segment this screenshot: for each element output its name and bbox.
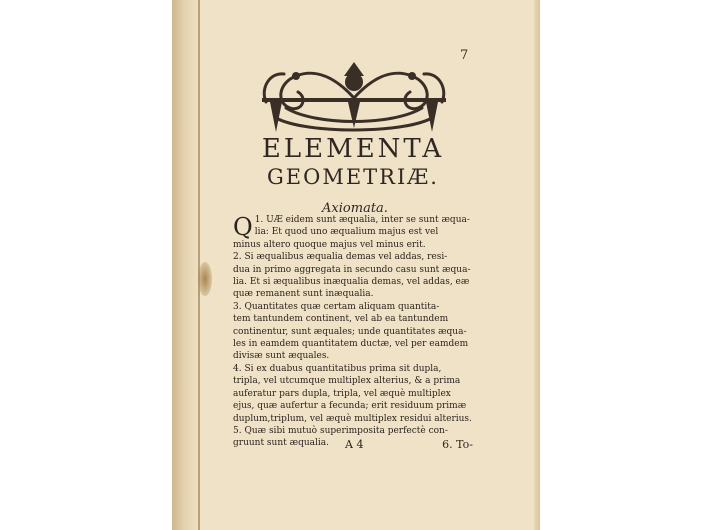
title-line-2: GEOMETRIÆ. bbox=[267, 165, 439, 189]
text-line: 2. Si æqualibus æqualia demas vel addas, resi- bbox=[233, 252, 448, 263]
headpiece-ornament bbox=[256, 58, 452, 140]
text-line: tem tantundem continent, vel ab ea tantundem bbox=[233, 314, 449, 325]
axiom-1 bbox=[233, 214, 473, 251]
catchword: 6. To- bbox=[442, 438, 473, 451]
axioms-text bbox=[233, 214, 473, 450]
foxing-stain bbox=[198, 262, 212, 296]
signature-mark: A 4 bbox=[345, 438, 364, 451]
page-edge bbox=[534, 0, 540, 530]
text-line: 4. Si ex duabus quantitatibus prima sit dupla, bbox=[233, 363, 442, 374]
text-line: lia. Et si æqualibus inæqualia demas, vel addas, eæ bbox=[233, 277, 470, 288]
text-line: auferatur pars dupla, tripla, vel æquè multiplex bbox=[233, 388, 451, 399]
page-number: 7 bbox=[460, 48, 469, 63]
axiom-4 bbox=[233, 363, 473, 425]
text-line: 1. UÆ eidem sunt æqualia, inter se sunt æqua- bbox=[254, 215, 470, 225]
text-line: 3. Quantitates quæ certam aliquam quantita- bbox=[233, 301, 440, 312]
title bbox=[228, 134, 478, 190]
dropcap: Q bbox=[233, 213, 253, 241]
text-line: duplum,triplum, vel æquè multiplex residui alterius. bbox=[233, 413, 472, 424]
text-line: ejus, quæ aufertur a fecunda; erit residuum primæ bbox=[233, 401, 467, 412]
axiom-2 bbox=[233, 251, 473, 301]
text-line: tripla, vel utcumque multiplex alterius, & a prima bbox=[233, 376, 461, 387]
text-line: dua in primo aggregata in secundo casu sunt æqua- bbox=[233, 264, 471, 275]
text-line: lia: Et quod uno æqualium majus est vel bbox=[254, 227, 439, 238]
text-line: divisæ sunt æquales. bbox=[233, 351, 330, 362]
text-line: continentur, sunt æquales; unde quantitates æqua- bbox=[233, 326, 467, 337]
text-line: les in eamdem quantitatem ductæ, vel per eamdem bbox=[233, 339, 469, 350]
text-line: gruunt sunt æqualia. bbox=[233, 438, 329, 449]
text-line: minus altero quoque majus vel minus erit. bbox=[233, 239, 426, 250]
text-line: 5. Quæ sibi mutuò superimposita perfectè con- bbox=[233, 425, 448, 436]
axiom-3 bbox=[233, 301, 473, 363]
title-line-1: ELEMENTA bbox=[261, 134, 445, 164]
section-heading: Axiomata. bbox=[322, 201, 388, 216]
text-line: quæ remanent sunt inæqualia. bbox=[233, 289, 374, 300]
